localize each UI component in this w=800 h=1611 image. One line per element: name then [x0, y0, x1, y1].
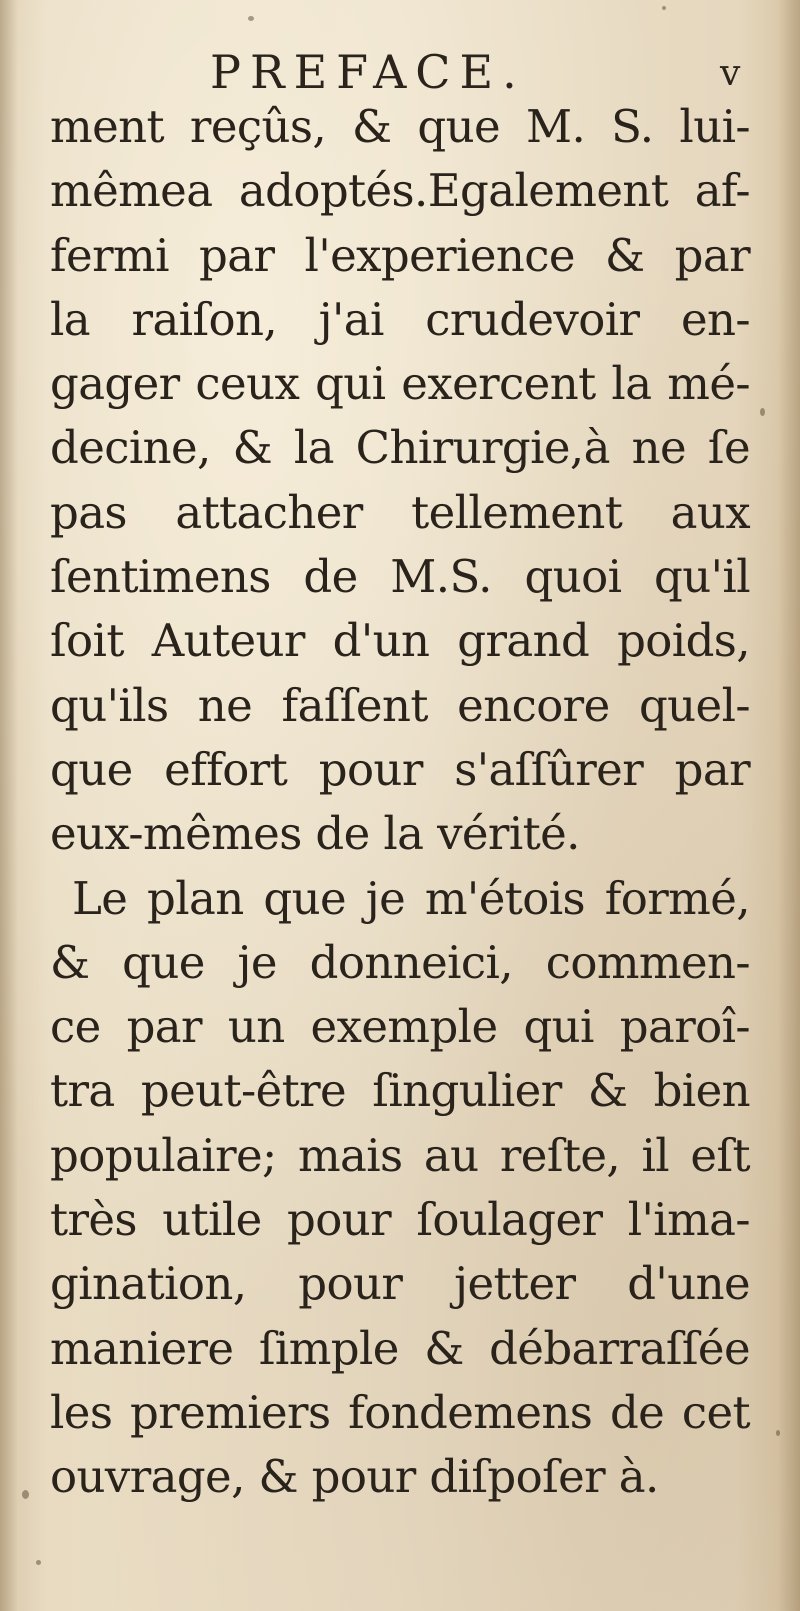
text-line: ce par un exemple qui paroî- [50, 1000, 750, 1054]
text-line: populaire; mais au reſte, il eſt [50, 1128, 750, 1182]
text-line: très utile pour ſoulager l'ima- [50, 1193, 750, 1247]
text-line: pas attacher tellement aux [50, 485, 750, 539]
text-line: qu'ils ne faſſent encore quel- [50, 678, 750, 732]
text-line: que effort pour s'aſſûrer par [50, 742, 750, 796]
page-edge-shadow [778, 0, 800, 1611]
text-line: decine, & la Chirurgie,à ne ſe [50, 421, 750, 475]
paper-speck [248, 16, 254, 21]
text-line: ſentimens de M.S. quoi qu'il [50, 550, 750, 604]
text-line: fermi par l'experience & par [50, 228, 750, 282]
text-line: gager ceux qui exercent la mé- [50, 357, 750, 411]
page-number: v [720, 53, 741, 94]
body-text [50, 95, 750, 1510]
text-line: gination, pour jetter d'une [50, 1257, 750, 1311]
text-line: ſoit Auteur d'un grand poids, [50, 614, 750, 668]
page-gutter-shadow [0, 0, 18, 1611]
running-title: PREFACE. [210, 45, 526, 99]
paragraph-end-line: eux-mêmes de la vérité. [50, 807, 580, 861]
text-line: ment reçûs, & que M. S. lui- [50, 100, 750, 153]
page-header [0, 42, 800, 102]
paper-speck [36, 1560, 41, 1565]
paper-speck [22, 1490, 29, 1499]
text-line: la raiſon, j'ai crudevoir en- [50, 292, 750, 346]
paper-speck [662, 6, 666, 10]
paper-speck [776, 1430, 780, 1436]
text-line: mêmea adoptés.Egalement af- [50, 164, 750, 218]
text-line: ouvrage, & pour diſpoſer à. [50, 1450, 659, 1504]
paragraph-start-line: Le plan que je m'étois formé, [72, 871, 750, 925]
text-line: tra peut-être ſingulier & bien [50, 1064, 750, 1118]
paper-speck [760, 408, 765, 416]
text-line: maniere ſimple & débarraſſée [50, 1321, 750, 1375]
text-line: & que je donneici, commen- [50, 935, 750, 989]
text-line: les premiers fondemens de cet [50, 1385, 750, 1439]
